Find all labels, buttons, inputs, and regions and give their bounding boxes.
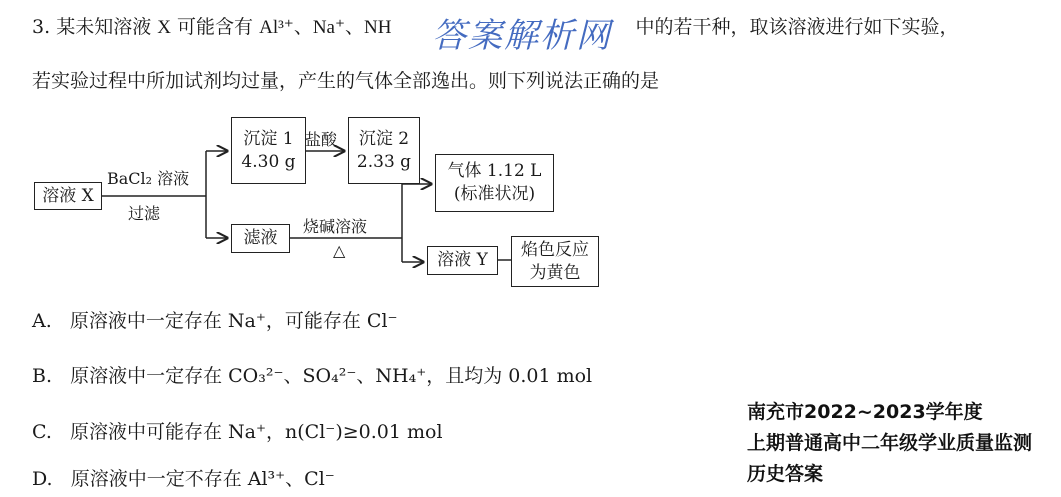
precipitate-2-box: 沉淀 2 2.33 g xyxy=(348,117,420,184)
option-a[interactable] xyxy=(32,312,398,331)
solution-x-box: 溶液 X xyxy=(34,182,102,210)
filtration-label: 过滤 xyxy=(128,204,161,223)
filtrate-box: 滤液 xyxy=(231,224,290,253)
option-b[interactable] xyxy=(32,367,592,386)
gas-box: 气体 1.12 L (标准状况) xyxy=(435,154,554,212)
hydrochloric-acid-label: 盐酸 xyxy=(305,130,338,149)
ad-line2: 上期普通高中二年级学业质量监测 xyxy=(747,432,1033,454)
option-c[interactable] xyxy=(32,423,443,442)
option-a-letter: A. xyxy=(32,310,52,332)
watermark: 答案解析网 xyxy=(432,16,612,56)
option-a-text: 原溶液中一定存在 Na⁺，可能存在 Cl⁻ xyxy=(69,310,398,332)
solution-y-box: 溶液 Y xyxy=(427,246,498,275)
ad-line1: 南充市2022~2023学年度 xyxy=(747,401,983,423)
option-c-letter: C. xyxy=(32,421,52,443)
question-number: 3. xyxy=(32,16,51,38)
option-b-letter: B. xyxy=(32,365,53,387)
flame-test-box: 焰色反应 为黄色 xyxy=(511,236,599,287)
reagent-bacl2-label: BaCl₂ 溶液 xyxy=(107,169,190,188)
caustic-soda-label: 烧碱溶液 xyxy=(303,217,368,236)
option-d-text: 原溶液中一定不存在 Al³⁺、Cl⁻ xyxy=(70,468,335,490)
option-d-letter: D. xyxy=(32,468,53,490)
question-stem-line1: 3. 某未知溶液 X 可能含有 Al³⁺、Na⁺、NH 中的若干种，取该溶液进行如下实验， xyxy=(32,16,959,38)
option-c-text: 原溶液中可能存在 Na⁺，n(Cl⁻)≥0.01 mol xyxy=(70,421,443,443)
option-d[interactable] xyxy=(32,470,335,489)
heating-symbol: △ xyxy=(333,241,346,260)
precipitate-1-box: 沉淀 1 4.30 g xyxy=(231,117,306,184)
ion-list-partial: Al³⁺、Na⁺、NH xyxy=(259,17,392,38)
ad-line3: 历史答案 xyxy=(747,463,824,485)
question-stem-line2: 若实验过程中所加试剂均过量，产生的气体全部逸出。则下列说法正确的是 xyxy=(32,70,660,92)
option-b-text: 原溶液中一定存在 CO₃²⁻、SO₄²⁻、NH₄⁺，且均为 0.01 mol xyxy=(70,365,593,387)
